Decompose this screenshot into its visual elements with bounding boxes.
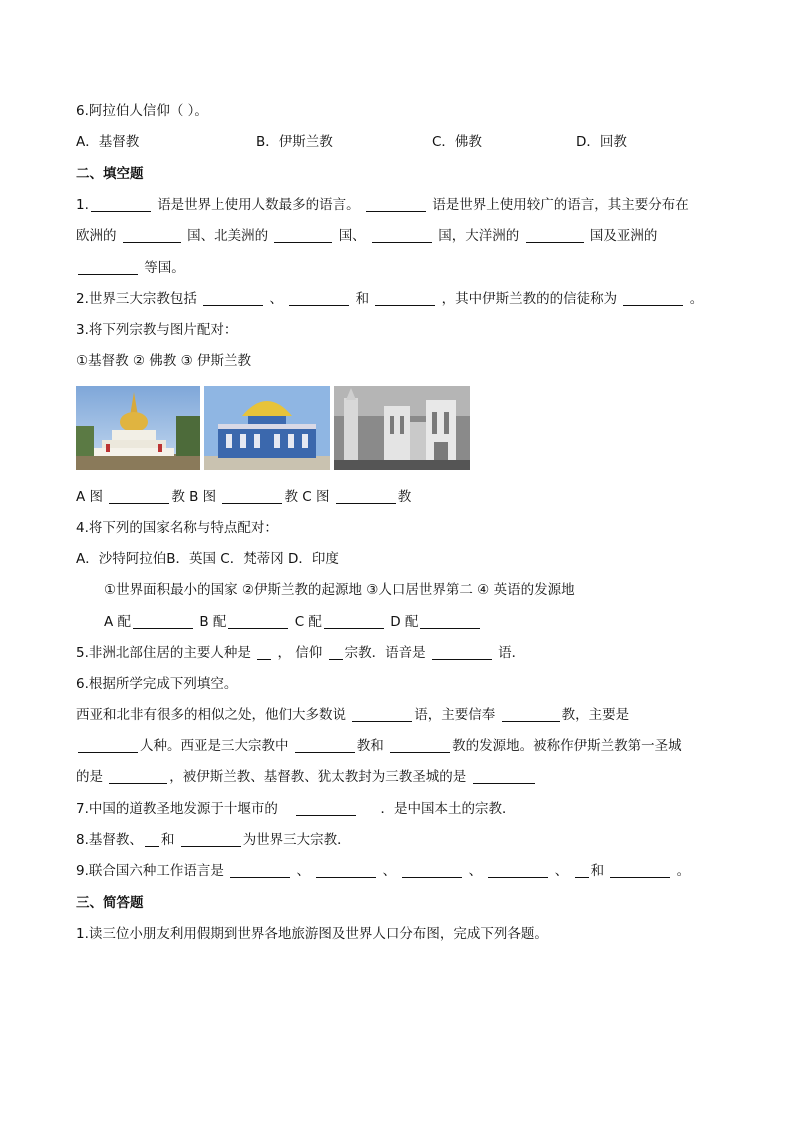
- answer-blank[interactable]: [78, 260, 138, 275]
- answer-blank[interactable]: [296, 801, 356, 816]
- fill-6-line-1: 西亚和北非有很多的相似之处，他们大多数说 语，主要信奉 教，主要是: [76, 707, 630, 723]
- answer-blank[interactable]: [336, 489, 396, 504]
- answer-blank[interactable]: [375, 291, 435, 306]
- answer-blank[interactable]: [316, 863, 376, 878]
- question-6-stem: 6.阿拉伯人信仰（ ）。: [76, 103, 208, 119]
- answer-blank[interactable]: [230, 863, 290, 878]
- fill-3-answers: A 图 教 B 图 教 C 图 教: [76, 489, 412, 505]
- answer-blank[interactable]: [145, 832, 159, 847]
- answer-blank[interactable]: [109, 769, 167, 784]
- fill-6-line-3: 的是 ，被伊斯兰教、基督教、犹太教封为三教圣城的是: [76, 767, 537, 787]
- cathedral-image: [334, 386, 470, 470]
- answer-blank[interactable]: [473, 769, 535, 784]
- image-c-cathedral: [334, 386, 470, 470]
- fill-5: 5.非洲北部住居的主要人种是 ， 信仰 宗教．语音是 语．: [76, 645, 526, 661]
- fill-3-choices: ①基督教 ② 佛教 ③ 伊斯兰教: [76, 353, 251, 369]
- answer-blank[interactable]: [526, 228, 584, 243]
- fill-8: 8.基督教、 和 为世界三大宗教．: [76, 832, 351, 848]
- answer-blank[interactable]: [203, 291, 263, 306]
- answer-blank[interactable]: [488, 863, 548, 878]
- fill-2: 2.世界三大宗教包括 、 和 ，其中伊斯兰教的的信徒称为 。: [76, 291, 704, 307]
- fill-1-line-1: 1. 语是世界上使用人数最多的语言。 语是世界上使用较广的语言，其主要分布在: [76, 197, 689, 213]
- answer-blank[interactable]: [222, 489, 282, 504]
- answer-blank[interactable]: [623, 291, 683, 306]
- short-answer-1-stem: 1.读三位小朋友利用假期到世界各地旅游图及世界人口分布图，完成下列各题。: [76, 926, 548, 942]
- answer-blank[interactable]: [352, 707, 412, 722]
- answer-blank[interactable]: [109, 489, 169, 504]
- answer-blank[interactable]: [295, 738, 355, 753]
- section-3-title: 三、简答题: [76, 895, 144, 911]
- image-a-pagoda: [76, 386, 200, 470]
- answer-blank[interactable]: [372, 228, 432, 243]
- fill-4-features: ①世界面积最小的国家 ②伊斯兰教的起源地 ③人口居世界第二 ④ 英语的发源地: [104, 582, 575, 598]
- answer-blank[interactable]: [575, 863, 589, 878]
- answer-blank[interactable]: [402, 863, 462, 878]
- option-d[interactable]: D．回教: [576, 134, 627, 150]
- answer-blank[interactable]: [91, 197, 151, 212]
- answer-blank[interactable]: [228, 614, 288, 629]
- option-b[interactable]: B．伊斯兰教: [256, 134, 333, 150]
- option-c[interactable]: C．佛教: [432, 134, 482, 150]
- fill-9: 9.联合国六种工作语言是 、 、 、 、 和 。: [76, 863, 691, 879]
- answer-blank[interactable]: [366, 197, 426, 212]
- fill-6-line-2: 人种。西亚是三大宗教中 教和 教的发源地。被称作伊斯兰教第一圣城: [76, 736, 682, 756]
- dome-image: [204, 386, 330, 470]
- answer-blank[interactable]: [502, 707, 560, 722]
- answer-blank[interactable]: [432, 645, 492, 660]
- answer-blank[interactable]: [274, 228, 332, 243]
- section-2-title: 二、填空题: [76, 166, 144, 182]
- pagoda-image: [76, 386, 200, 470]
- answer-blank[interactable]: [420, 614, 480, 629]
- image-b-dome: [204, 386, 330, 470]
- answer-blank[interactable]: [257, 645, 271, 660]
- answer-blank[interactable]: [289, 291, 349, 306]
- fill-4-countries: A．沙特阿拉伯B．英国 C．梵蒂冈 D．印度: [76, 551, 339, 567]
- fill-3-stem: 3.将下列宗教与图片配对：: [76, 322, 238, 338]
- fill-4-stem: 4.将下列的国家名称与特点配对：: [76, 520, 278, 536]
- answer-blank[interactable]: [324, 614, 384, 629]
- fill-6-stem: 6.根据所学完成下列填空。: [76, 676, 238, 692]
- answer-blank[interactable]: [133, 614, 193, 629]
- question-6-options: [76, 132, 716, 152]
- answer-blank[interactable]: [123, 228, 181, 243]
- fill-7: 7.中国的道教圣地发源于十堰市的 ．是中国本土的宗教．: [76, 801, 516, 817]
- fill-4-answers: A 配 B 配 C 配 D 配: [104, 612, 482, 632]
- fill-1-line-3: 等国。: [76, 258, 185, 278]
- fill-1-line-2: 欧洲的 国、北美洲的 国、 国，大洋洲的 国及亚洲的: [76, 228, 658, 244]
- answer-blank[interactable]: [181, 832, 241, 847]
- answer-blank[interactable]: [78, 738, 138, 753]
- answer-blank[interactable]: [610, 863, 670, 878]
- answer-blank[interactable]: [329, 645, 343, 660]
- answer-blank[interactable]: [390, 738, 450, 753]
- option-a[interactable]: A．基督教: [76, 134, 140, 150]
